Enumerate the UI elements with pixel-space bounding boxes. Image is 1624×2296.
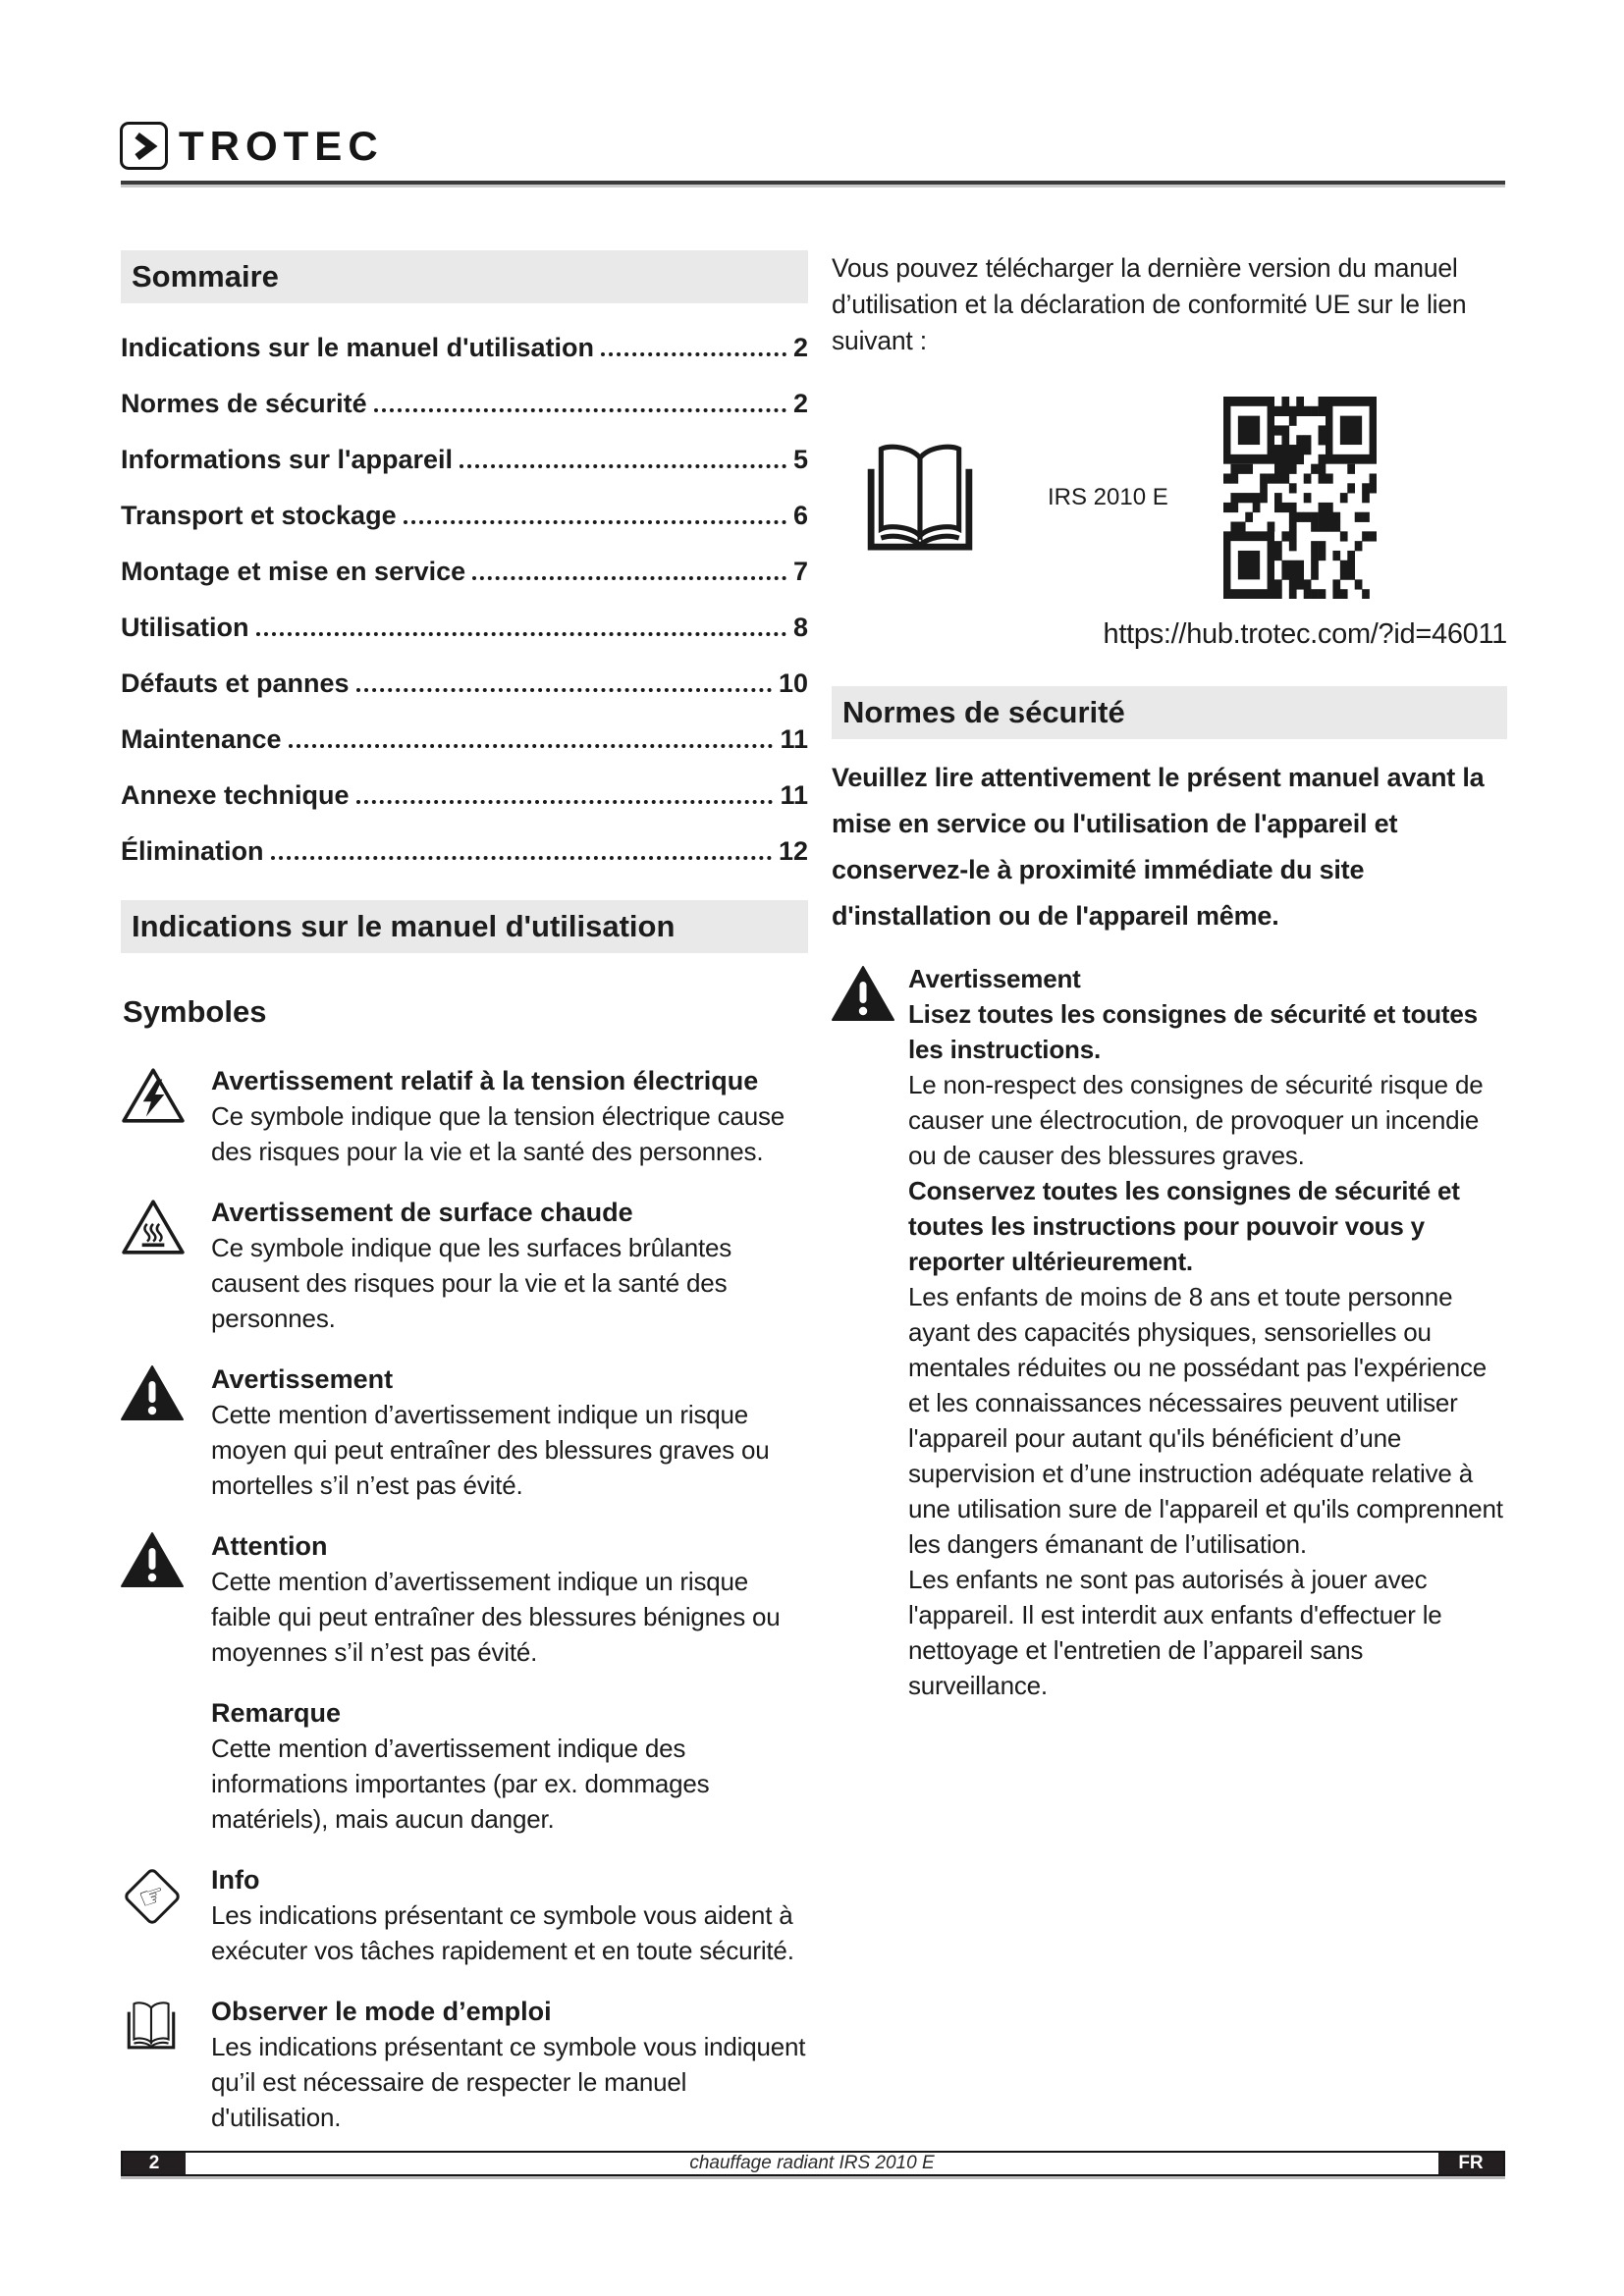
warning-title: Avertissement [908, 964, 1081, 993]
symbol-item-avertissement [121, 1362, 808, 1503]
symbol-item-remarque [121, 1695, 808, 1837]
normes-intro: Veuillez lire attentivement le présent manuel avant la mise en service ou l'utilisation de l'appareil et conservez-le à proximité immédiate du site d'installation ou de l'appareil même. [832, 763, 1485, 931]
open-book-icon [853, 435, 987, 561]
electric-warning-icon [121, 1063, 211, 1169]
model-label: IRS 2010 E [1048, 484, 1168, 510]
toc-leader-dots [271, 856, 772, 860]
toc-leader-dots [289, 744, 774, 748]
trotec-chevron-icon [120, 122, 168, 170]
footer-language-badge: FR [1438, 2153, 1503, 2174]
download-media-row [832, 391, 1507, 605]
toc-leader-dots [472, 576, 786, 580]
symbol-item-hot-surface [121, 1195, 808, 1336]
section-title-indications: Indications sur le manuel d'utilisation [121, 900, 808, 953]
toc-entry[interactable]: Normes de sécurité 2 [121, 389, 808, 418]
toc-entry[interactable]: Élimination 12 [121, 836, 808, 866]
toc-leader-dots [374, 408, 786, 412]
no-icon [121, 1695, 211, 1837]
brand-name: TROTEC [179, 122, 384, 169]
toc-entry[interactable]: Défauts et pannes 10 [121, 668, 808, 698]
header-rule [121, 181, 1505, 185]
warning-icon [121, 1362, 211, 1503]
toc-entry[interactable]: Annexe technique 11 [121, 780, 808, 810]
warning-bold-2: Conservez toutes les consignes de sécurité et toutes les instructions pour pouvoir vous y reporter ultérieurement. [908, 1176, 1460, 1276]
toc-leader-dots [356, 800, 774, 804]
symbol-title: Avertissement [211, 1364, 394, 1394]
footer-bar [121, 2151, 1505, 2176]
hot-surface-warning-icon [121, 1195, 211, 1336]
symbol-text: Cette mention d’avertissement indique des informations importantes (par ex. dommages matériels), mais aucun danger. [211, 1734, 710, 1834]
symbol-item-attention [121, 1528, 808, 1670]
toc-entry[interactable]: Maintenance 11 [121, 724, 808, 754]
symbol-text: Les indications présentant ce symbole vous aident à exécuter vos tâches rapidement et en toute sécurité. [211, 1900, 794, 1965]
warning-icon [121, 1528, 211, 1670]
manual-icon [121, 1994, 211, 2135]
symbol-title: Observer le mode d’emploi [211, 1997, 552, 2026]
symbol-item-info [121, 1862, 808, 1968]
symbol-title: Info [211, 1865, 260, 1895]
footer-doc-title: chauffage radiant IRS 2010 E [689, 2153, 935, 2173]
qr-code [1223, 397, 1377, 599]
symbol-title: Attention [211, 1531, 328, 1561]
symbol-text: Cette mention d’avertissement indique un risque faible qui peut entraîner des blessures bénignes ou moyennes s’il n’est pas évité. [211, 1567, 781, 1667]
footer-page-number: 2 [123, 2153, 186, 2174]
symbol-item-manual [121, 1994, 808, 2135]
symbol-text: Ce symbole indique que les surfaces brûlantes causent des risques pour la vie et la santé des personnes. [211, 1233, 732, 1333]
toc-leader-dots [256, 632, 786, 636]
warning-text-1: Le non-respect des consignes de sécurité risque de causer une électrocution, de provoquer un incendie ou de causer des blessures graves. [908, 1070, 1484, 1170]
toc-entry[interactable]: Utilisation 8 [121, 613, 808, 642]
toc-entry[interactable]: Informations sur l'appareil 5 [121, 445, 808, 474]
svg-text:☞: ☞ [134, 1876, 171, 1918]
symbol-title: Remarque [211, 1698, 342, 1728]
toc-title-bar: Sommaire [121, 250, 808, 303]
trotec-logo [120, 122, 384, 170]
warning-bold-1: Lisez toutes les consignes de sécurité et toutes les instructions. [908, 999, 1478, 1064]
warning-block [832, 961, 1507, 1703]
toc-leader-dots [404, 520, 786, 524]
symbol-item-electric [121, 1063, 808, 1169]
warning-text-2: Les enfants de moins de 8 ans et toute personne ayant des capacités physiques, sensorielles ou mentales réduites ou ne possédant pas l'expérience et les connaissances nécessaires peuvent utiliser l'appareil pour autant qu'ils bénéficient d’une supervision et d’une instruction adéquate relative à une utilisation sure de l'appareil et qu'ils comprennent les dangers émanant de l’utilisation. [908, 1282, 1503, 1559]
toc-leader-dots [356, 688, 772, 692]
symbol-text: Cette mention d’avertissement indique un risque moyen qui peut entraîner des blessures graves ou mortelles s’il n’est pas évité. [211, 1400, 770, 1500]
toc-entry[interactable]: Indications sur le manuel d'utilisation 2 [121, 333, 808, 362]
section-title-normes: Normes de sécurité [832, 686, 1507, 739]
symbol-text: Ce symbole indique que la tension électrique cause des risques pour la vie et la santé des personnes. [211, 1101, 785, 1166]
download-url-link[interactable]: https://hub.trotec.com/?id=46011 [1103, 618, 1507, 650]
toc-entry[interactable]: Transport et stockage 6 [121, 501, 808, 530]
toc-entry[interactable]: Montage et mise en service 7 [121, 557, 808, 586]
toc-leader-dots [460, 464, 786, 468]
info-icon [121, 1862, 211, 1968]
toc-leader-dots [601, 352, 786, 356]
warning-text-3: Les enfants ne sont pas autorisés à jouer avec l'appareil. Il est interdit aux enfants d'effectuer le nettoyage et l'entretien de l’appareil sans surveillance. [908, 1565, 1442, 1700]
download-intro: Vous pouvez télécharger la dernière version du manuel d’utilisation et la déclaration de conformité UE sur le lien suivant : [832, 253, 1467, 355]
symboles-heading: Symboles [123, 994, 267, 1029]
symbol-title: Avertissement relatif à la tension électrique [211, 1066, 759, 1095]
warning-icon [832, 961, 908, 1703]
symbol-title: Avertissement de surface chaude [211, 1198, 633, 1227]
table-of-contents [121, 333, 808, 866]
symbol-text: Les indications présentant ce symbole vous indiquent qu’il est nécessaire de respecter le manuel d'utilisation. [211, 2032, 806, 2132]
